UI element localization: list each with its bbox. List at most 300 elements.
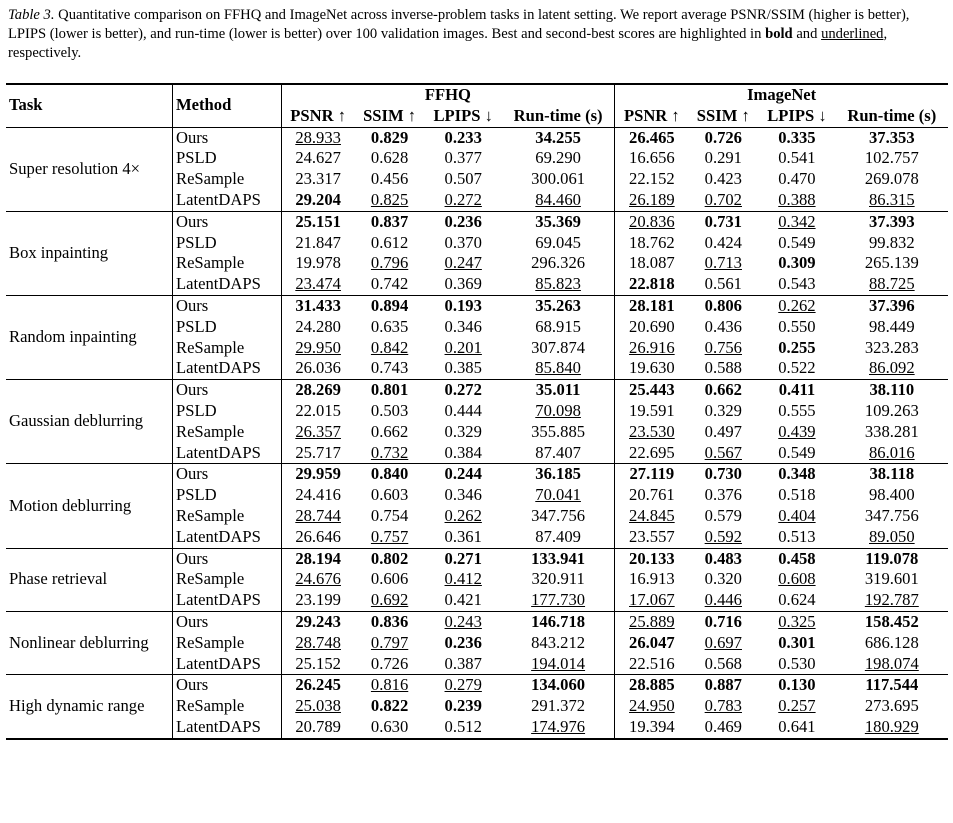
value-cell: [758, 611, 835, 632]
value-text: 28.269: [295, 380, 341, 400]
value-text: 0.603: [370, 485, 409, 505]
value-text: 0.370: [444, 232, 482, 252]
value-text: 31.433: [295, 295, 341, 315]
value-cell: [425, 380, 502, 401]
value-text: 29.243: [295, 611, 341, 631]
value-cell: [615, 590, 689, 611]
value-cell: [355, 169, 425, 190]
method-cell: PSLD: [173, 317, 282, 338]
header-method: Method: [173, 84, 282, 127]
value-text: 0.301: [778, 632, 816, 652]
value-cell: [836, 590, 948, 611]
value-cell: [836, 717, 948, 739]
value-cell: [502, 169, 615, 190]
value-cell: [502, 211, 615, 232]
method-cell: ReSample: [173, 569, 282, 590]
value-text: 0.806: [704, 295, 742, 315]
header-group-ffhq: FFHQ: [281, 84, 615, 106]
value-cell: [502, 527, 615, 548]
value-text: 0.503: [370, 400, 409, 420]
value-text: 26.646: [295, 526, 341, 546]
value-text: 0.697: [704, 632, 742, 652]
value-cell: [758, 569, 835, 590]
value-text: 0.726: [370, 653, 409, 673]
value-cell: [615, 443, 689, 464]
value-cell: [425, 148, 502, 169]
value-cell: [355, 380, 425, 401]
value-cell: [688, 401, 758, 422]
value-cell: [688, 485, 758, 506]
method-cell: ReSample: [173, 506, 282, 527]
value-cell: [836, 338, 948, 359]
value-text: 98.400: [869, 485, 915, 505]
value-cell: [836, 127, 948, 148]
value-cell: [615, 253, 689, 274]
value-cell: [836, 148, 948, 169]
method-cell: ReSample: [173, 633, 282, 654]
method-cell: Ours: [173, 211, 282, 232]
method-cell: ReSample: [173, 422, 282, 443]
value-cell: [688, 464, 758, 485]
value-text: 0.579: [704, 505, 742, 525]
value-cell: [758, 717, 835, 739]
value-text: 0.329: [704, 400, 742, 420]
value-text: 22.818: [629, 274, 675, 294]
value-text: 26.465: [629, 127, 675, 147]
method-cell: LatentDAPS: [173, 443, 282, 464]
method-cell: LatentDAPS: [173, 654, 282, 675]
value-text: 0.325: [778, 611, 816, 631]
value-cell: [425, 295, 502, 316]
value-cell: [758, 485, 835, 506]
value-cell: [615, 148, 689, 169]
value-cell: [425, 169, 502, 190]
value-cell: [355, 401, 425, 422]
value-cell: [758, 464, 835, 485]
value-cell: [425, 422, 502, 443]
value-text: 0.404: [778, 505, 816, 525]
value-text: 0.801: [370, 380, 409, 400]
value-text: 28.885: [629, 675, 675, 695]
value-cell: [758, 654, 835, 675]
value-cell: [688, 506, 758, 527]
method-cell: LatentDAPS: [173, 717, 282, 739]
value-cell: [502, 485, 615, 506]
value-text: 194.014: [531, 653, 586, 673]
value-text: 0.588: [704, 358, 742, 378]
value-text: 16.913: [629, 569, 675, 589]
value-cell: [688, 274, 758, 295]
value-cell: [615, 233, 689, 254]
value-text: 291.372: [531, 696, 586, 716]
value-text: 22.516: [629, 653, 675, 673]
value-cell: [281, 443, 355, 464]
value-text: 0.702: [704, 189, 742, 209]
value-text: 180.929: [864, 716, 919, 736]
header-metric: Run-time (s): [847, 105, 937, 125]
value-cell: [836, 380, 948, 401]
value-cell: [758, 338, 835, 359]
value-text: 192.787: [864, 590, 919, 610]
value-cell: [425, 548, 502, 569]
value-cell: [615, 401, 689, 422]
value-cell: [502, 422, 615, 443]
value-cell: [836, 633, 948, 654]
value-text: 87.409: [535, 526, 581, 546]
value-cell: [615, 717, 689, 739]
value-text: 19.978: [295, 253, 341, 273]
method-cell: PSLD: [173, 485, 282, 506]
method-cell: LatentDAPS: [173, 274, 282, 295]
value-cell: [615, 527, 689, 548]
value-cell: [355, 717, 425, 739]
value-cell: [502, 233, 615, 254]
value-text: 29.950: [295, 337, 341, 357]
value-text: 84.460: [535, 189, 581, 209]
task-cell: Nonlinear deblurring: [6, 611, 173, 674]
value-cell: [502, 358, 615, 379]
value-text: 36.185: [535, 464, 581, 484]
value-text: 19.591: [629, 400, 675, 420]
value-text: 0.411: [778, 380, 816, 400]
value-text: 0.446: [704, 590, 742, 610]
value-cell: [281, 169, 355, 190]
value-cell: [688, 169, 758, 190]
value-text: 0.628: [370, 148, 409, 168]
value-text: 0.309: [778, 253, 816, 273]
value-text: 117.544: [865, 675, 919, 695]
value-cell: [355, 233, 425, 254]
value-text: 338.281: [864, 421, 919, 441]
value-text: 99.832: [869, 232, 915, 252]
value-cell: [281, 506, 355, 527]
header-metric: Run-time (s): [502, 106, 615, 127]
value-cell: [502, 506, 615, 527]
value-cell: [836, 464, 948, 485]
method-cell: Ours: [173, 611, 282, 632]
value-cell: [355, 548, 425, 569]
value-text: 0.754: [370, 505, 409, 525]
value-text: 0.329: [444, 421, 482, 441]
value-cell: [502, 401, 615, 422]
value-text: 198.074: [864, 653, 919, 673]
value-cell: [281, 590, 355, 611]
value-text: 0.243: [444, 611, 482, 631]
value-cell: [502, 338, 615, 359]
value-text: 0.377: [444, 148, 482, 168]
value-text: 119.078: [865, 548, 919, 568]
value-cell: [355, 253, 425, 274]
value-text: 323.283: [864, 337, 919, 357]
value-cell: [425, 443, 502, 464]
value-text: 0.518: [778, 485, 816, 505]
value-text: 0.436: [704, 316, 742, 336]
value-cell: [355, 654, 425, 675]
value-text: 20.133: [629, 548, 675, 568]
value-cell: [758, 253, 835, 274]
value-cell: [836, 401, 948, 422]
value-text: 347.756: [531, 505, 586, 525]
value-text: 0.439: [778, 421, 816, 441]
value-cell: [688, 358, 758, 379]
value-cell: [502, 443, 615, 464]
value-text: 0.346: [444, 316, 482, 336]
value-text: 23.199: [295, 590, 341, 610]
value-text: 35.263: [535, 295, 581, 315]
value-text: 0.361: [444, 526, 482, 546]
value-cell: [688, 380, 758, 401]
value-cell: [615, 464, 689, 485]
value-cell: [758, 633, 835, 654]
value-text: 24.416: [295, 485, 341, 505]
value-cell: [615, 422, 689, 443]
value-cell: [425, 233, 502, 254]
value-cell: [615, 274, 689, 295]
value-text: 24.627: [295, 148, 341, 168]
value-cell: [355, 358, 425, 379]
value-cell: [758, 233, 835, 254]
value-text: 0.757: [370, 526, 409, 546]
value-cell: [615, 317, 689, 338]
method-cell: Ours: [173, 464, 282, 485]
value-text: 0.470: [778, 169, 816, 189]
value-text: 0.348: [778, 464, 816, 484]
caption-bold-word: bold: [765, 26, 793, 42]
method-cell: LatentDAPS: [173, 190, 282, 211]
value-cell: [355, 190, 425, 211]
value-cell: [281, 317, 355, 338]
value-text: 0.255: [778, 337, 816, 357]
value-cell: [425, 190, 502, 211]
value-text: 0.802: [370, 548, 409, 568]
value-cell: [758, 317, 835, 338]
value-cell: [502, 611, 615, 632]
value-text: 68.915: [535, 316, 581, 336]
value-text: 0.624: [778, 590, 816, 610]
value-text: 0.822: [370, 696, 409, 716]
value-cell: [281, 274, 355, 295]
value-text: 0.272: [444, 189, 482, 209]
value-text: 28.181: [629, 295, 675, 315]
value-cell: [425, 717, 502, 739]
value-cell: [425, 485, 502, 506]
value-text: 0.635: [370, 316, 409, 336]
task-cell: Random inpainting: [6, 295, 173, 379]
value-cell: [502, 127, 615, 148]
value-cell: [425, 675, 502, 696]
value-cell: [688, 527, 758, 548]
value-cell: [502, 317, 615, 338]
value-text: 0.742: [370, 274, 409, 294]
caption-text: Quantitative comparison on FFHQ and ImageNet across inverse-problem tasks in latent setting. We report average PSNR/SSIM (higher is better), LPIPS (lower is better), and run-time (lower is better) over 100 validation images. Best and second-best scores are highlighted in: [8, 7, 910, 42]
value-text: 0.201: [444, 337, 482, 357]
header-metric: SSIM ↑: [363, 105, 417, 125]
value-text: 0.507: [444, 169, 482, 189]
value-text: 102.757: [864, 148, 919, 168]
value-cell: [425, 127, 502, 148]
value-cell: [502, 675, 615, 696]
value-text: 0.233: [444, 127, 482, 147]
value-cell: [425, 317, 502, 338]
value-cell: [281, 338, 355, 359]
value-text: 0.592: [704, 526, 742, 546]
value-text: 0.530: [778, 653, 816, 673]
value-cell: [502, 295, 615, 316]
method-cell: PSLD: [173, 233, 282, 254]
value-cell: [355, 590, 425, 611]
value-text: 0.796: [370, 253, 409, 273]
value-text: 0.816: [370, 675, 409, 695]
caption-tail: , respectively.: [8, 26, 888, 61]
table-row: [6, 211, 948, 232]
value-text: 21.847: [295, 232, 341, 252]
value-text: 0.247: [444, 253, 482, 273]
value-text: 35.369: [535, 211, 581, 231]
value-text: 0.444: [444, 400, 482, 420]
value-cell: [836, 169, 948, 190]
value-text: 0.549: [778, 442, 816, 462]
value-cell: [281, 633, 355, 654]
value-text: 20.761: [629, 485, 675, 505]
value-cell: [355, 148, 425, 169]
value-text: 23.530: [629, 421, 675, 441]
value-cell: [615, 338, 689, 359]
value-cell: [425, 633, 502, 654]
value-text: 265.139: [864, 253, 919, 273]
value-cell: [688, 233, 758, 254]
value-text: 307.874: [531, 337, 586, 357]
value-text: 109.263: [864, 400, 919, 420]
value-text: 0.421: [444, 590, 482, 610]
value-cell: [281, 654, 355, 675]
value-cell: [502, 464, 615, 485]
value-text: 29.959: [295, 464, 341, 484]
value-text: 28.744: [295, 505, 341, 525]
value-text: 26.189: [629, 189, 675, 209]
value-cell: [615, 485, 689, 506]
value-text: 347.756: [864, 505, 919, 525]
task-cell: Motion deblurring: [6, 464, 173, 548]
value-cell: [425, 569, 502, 590]
value-text: 25.151: [295, 211, 341, 231]
value-cell: [425, 654, 502, 675]
value-cell: [355, 443, 425, 464]
value-cell: [836, 696, 948, 717]
value-text: 300.061: [531, 169, 586, 189]
value-cell: [688, 127, 758, 148]
value-cell: [836, 317, 948, 338]
value-text: 686.128: [864, 632, 919, 652]
value-text: 25.038: [295, 696, 341, 716]
value-cell: [355, 527, 425, 548]
value-cell: [758, 696, 835, 717]
method-cell: Ours: [173, 380, 282, 401]
value-text: 37.396: [869, 295, 915, 315]
method-cell: PSLD: [173, 148, 282, 169]
value-cell: [836, 211, 948, 232]
value-text: 0.271: [444, 548, 482, 568]
table-row: [6, 464, 948, 485]
value-cell: [688, 717, 758, 739]
header-task: Task: [6, 84, 173, 127]
value-text: 70.041: [535, 485, 581, 505]
value-cell: [281, 485, 355, 506]
value-text: 98.449: [869, 316, 915, 336]
value-cell: [281, 569, 355, 590]
value-text: 24.280: [295, 316, 341, 336]
value-text: 0.385: [444, 358, 482, 378]
value-cell: [281, 527, 355, 548]
value-cell: [502, 654, 615, 675]
value-text: 0.567: [704, 442, 742, 462]
value-text: 273.695: [864, 696, 919, 716]
method-cell: LatentDAPS: [173, 527, 282, 548]
value-cell: [836, 358, 948, 379]
value-text: 0.608: [778, 569, 816, 589]
value-text: 0.512: [444, 716, 482, 736]
value-text: 0.424: [704, 232, 742, 252]
value-text: 25.889: [629, 611, 675, 631]
value-text: 0.756: [704, 337, 742, 357]
value-cell: [281, 380, 355, 401]
value-cell: [355, 295, 425, 316]
value-cell: [281, 127, 355, 148]
value-text: 0.692: [370, 590, 409, 610]
value-text: 0.568: [704, 653, 742, 673]
value-cell: [688, 569, 758, 590]
method-cell: Ours: [173, 295, 282, 316]
value-cell: [836, 233, 948, 254]
value-text: 0.549: [778, 232, 816, 252]
value-text: 0.732: [370, 442, 409, 462]
value-cell: [615, 696, 689, 717]
value-cell: [425, 590, 502, 611]
table-label: Table 3.: [8, 7, 55, 23]
value-text: 0.543: [778, 274, 816, 294]
value-cell: [758, 675, 835, 696]
value-cell: [281, 233, 355, 254]
task-cell: Super resolution 4×: [6, 127, 173, 211]
value-cell: [425, 358, 502, 379]
value-text: 85.840: [535, 358, 581, 378]
header-metric: LPIPS ↓: [433, 105, 493, 125]
value-cell: [615, 548, 689, 569]
value-text: 28.748: [295, 632, 341, 652]
value-cell: [615, 169, 689, 190]
value-cell: [688, 253, 758, 274]
value-cell: [688, 190, 758, 211]
value-text: 0.716: [704, 611, 742, 631]
value-cell: [688, 654, 758, 675]
header-metric: PSNR ↑: [623, 105, 680, 125]
value-text: 38.110: [869, 380, 915, 400]
method-cell: LatentDAPS: [173, 358, 282, 379]
value-text: 0.662: [370, 421, 409, 441]
value-cell: [758, 380, 835, 401]
value-text: 0.797: [370, 632, 409, 652]
value-text: 37.353: [869, 127, 915, 147]
value-text: 0.376: [704, 485, 742, 505]
value-cell: [836, 675, 948, 696]
value-cell: [281, 717, 355, 739]
value-cell: [502, 274, 615, 295]
table-caption: [8, 6, 948, 63]
value-text: 0.262: [778, 295, 816, 315]
value-text: 25.717: [295, 442, 341, 462]
value-cell: [688, 148, 758, 169]
value-text: 0.606: [370, 569, 409, 589]
value-cell: [355, 274, 425, 295]
